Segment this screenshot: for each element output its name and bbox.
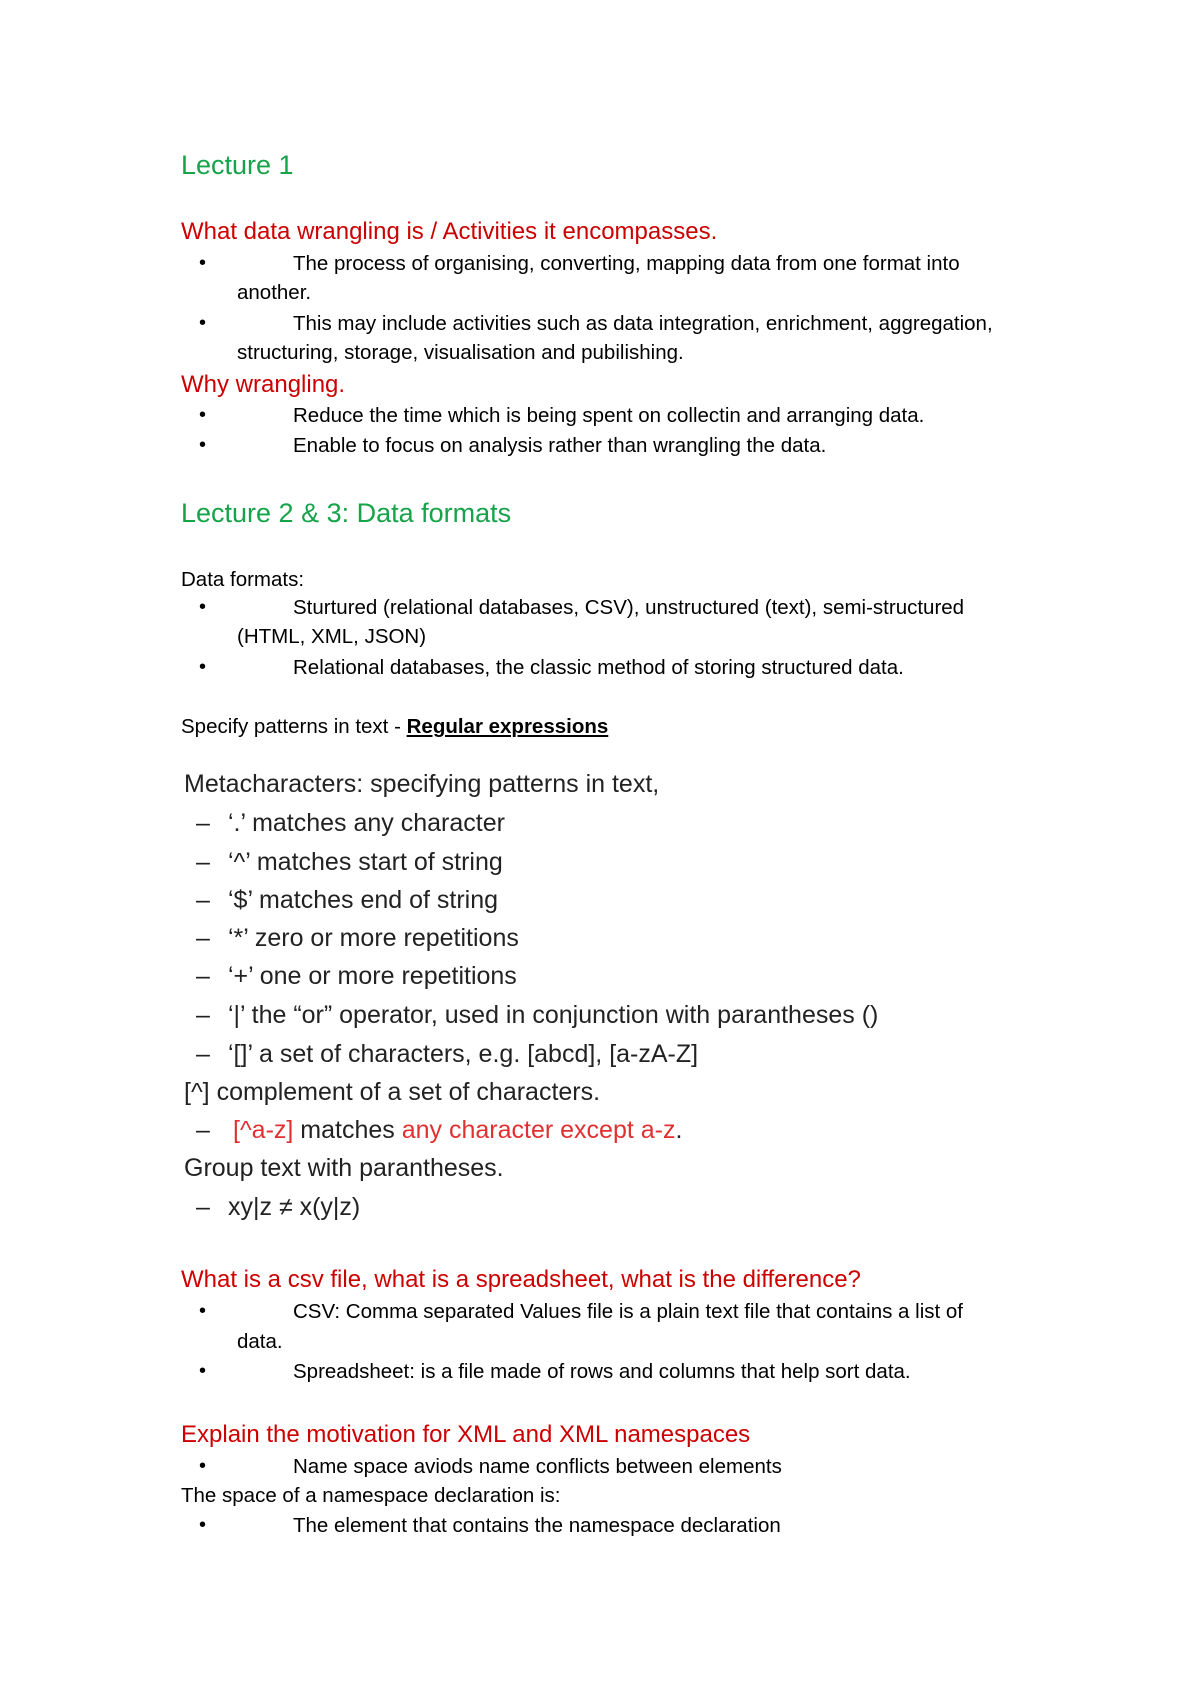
dash-icon: – [196,1040,210,1068]
lecture-1-title: Lecture 1 [181,150,294,180]
regex-group: Group text with parantheses. [184,1154,504,1182]
data-formats-label: Data formats: [181,568,305,591]
dash-icon: – [196,1001,210,1029]
bullet-text: Reduce the time which is being spent on collectin and arranging data. [293,404,925,427]
patterns-line [181,715,608,739]
dash-icon: – [196,848,210,876]
bullet-text: Relational databases, the classic method of storing structured data. [293,656,904,679]
bullet-text-cont: another. [237,281,312,304]
regex-image-title: Metacharacters: specifying patterns in text, [184,770,660,798]
bullet-icon: • [199,596,207,618]
bullet-text: Name space aviods name conflicts between elements [293,1455,782,1478]
bullet-icon: • [199,252,207,274]
bullet-icon: • [199,1360,207,1382]
bullet-text: The process of organising, converting, mapping data from one format into [293,252,960,275]
regex-item: ‘[]’ a set of characters, e.g. [abcd], [a-zA-Z] [228,1040,699,1068]
regex-link: Regular expressions [406,715,609,738]
regex-example-end: . [675,1116,683,1144]
question-heading-why: Why wrangling. [181,371,346,398]
dash-icon: – [196,962,210,990]
bullet-text: Enable to focus on analysis rather than wrangling the data. [293,434,827,457]
regex-item: ‘.’ matches any character [228,809,505,837]
dash-icon: – [196,886,210,914]
regex-complement: [^] complement of a set of characters. [184,1078,601,1106]
regex-example [233,1116,682,1145]
regex-item: ‘^’ matches start of string [228,848,503,876]
bullet-icon: • [199,656,207,678]
regex-item: ‘|’ the “or” operator, used in conjunction with parantheses () [228,1001,879,1029]
regex-item: ‘$’ matches end of string [228,886,499,914]
bullet-text: This may include activities such as data integration, enrichment, aggregation, [293,312,993,335]
regex-item: ‘*’ zero or more repetitions [228,924,519,952]
bullet-icon: • [199,1514,207,1536]
question-heading-csv: What is a csv file, what is a spreadsheet, what is the difference? [181,1266,861,1293]
bullet-icon: • [199,404,207,426]
bullet-icon: • [199,312,207,334]
bullet-text-cont: data. [237,1330,283,1353]
bullet-text: The element that contains the namespace declaration [293,1514,781,1537]
bullet-icon: • [199,1300,207,1322]
regex-example-pattern: [^a-z] [233,1116,294,1144]
dash-icon: – [196,924,210,952]
bullet-text-cont: structuring, storage, visualisation and pubilishing. [237,341,684,364]
bullet-icon: • [199,1455,207,1477]
regex-example-matches: matches [293,1116,402,1144]
bullet-text: Sturtured (relational databases, CSV), unstructured (text), semi-structured [293,596,965,619]
dash-icon: – [196,1116,210,1144]
regex-example-desc: any character except a-z [401,1116,676,1144]
bullet-text: Spreadsheet: is a file made of rows and columns that help sort data. [293,1360,911,1383]
question-heading-xml: Explain the motivation for XML and XML namespaces [181,1421,751,1448]
bullet-text-cont: (HTML, XML, JSON) [237,625,427,648]
dash-icon: – [196,1193,210,1221]
patterns-prefix: Specify patterns in text - [181,715,407,738]
dash-icon: – [196,809,210,837]
regex-group-item: xy|z ≠ x(y|z) [228,1193,361,1221]
lecture-2-title: Lecture 2 & 3: Data formats [181,498,512,528]
bullet-text: CSV: Comma separated Values file is a plain text file that contains a list of [293,1300,963,1323]
question-heading-wrangling: What data wrangling is / Activities it encompasses. [181,218,718,245]
bullet-icon: • [199,434,207,456]
namespace-scope-label: The space of a namespace declaration is: [181,1484,561,1507]
regex-item: ‘+’ one or more repetitions [228,962,517,990]
